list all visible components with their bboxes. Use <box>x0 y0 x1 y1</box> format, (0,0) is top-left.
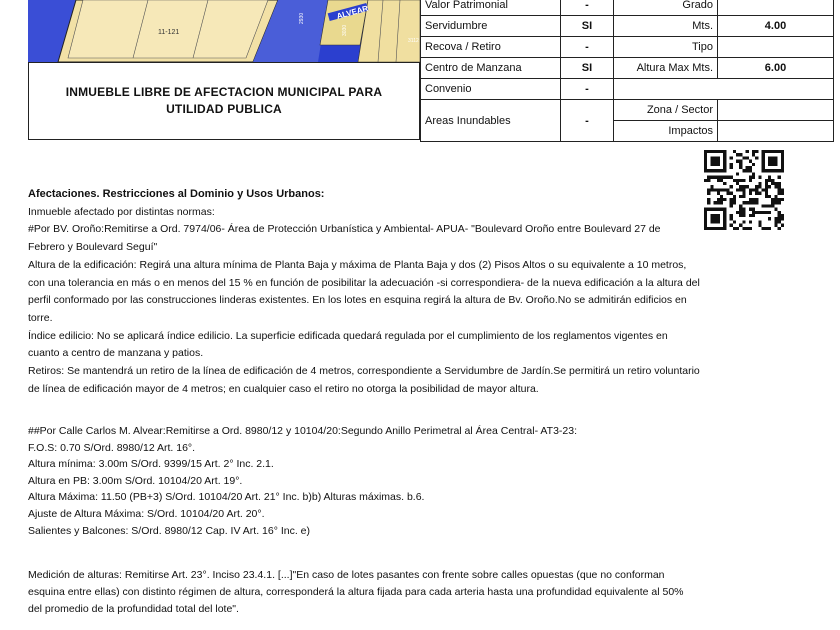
alvear-section <box>28 423 700 539</box>
table-row <box>421 16 834 37</box>
map-number-label: 3112 <box>408 38 419 44</box>
value-tipo <box>718 37 834 58</box>
notice-text: INMUEBLE LIBRE DE AFECTACION MUNICIPAL PARA UTILIDAD PUBLICA <box>65 84 383 116</box>
label-areas-inundables: Areas Inundables <box>421 100 561 142</box>
label-recova: Recova / Retiro <box>421 37 561 58</box>
value-servidumbre: SI <box>561 16 614 37</box>
afectaciones-line: #Por BV. Oroño:Remitirse a Ord. 7974/06- Área de Protección Urbanística y Ambiental- APUA- "Boulevard Oroño entre Boulevard 27 de Febrero y Boulevard Seguí" <box>28 223 661 254</box>
label-tipo: Tipo <box>614 37 718 58</box>
value-impactos <box>718 121 834 142</box>
label-grado: Grado <box>614 0 718 16</box>
street-label: ALVEAR <box>335 3 370 21</box>
alvear-line: Altura Máxima: 11.50 (PB+3) S/Ord. 10104/20 Art. 21° Inc. b)b) Alturas máximas. b.6. <box>28 491 425 504</box>
parcel-map-image <box>28 0 420 62</box>
table-row <box>421 100 834 121</box>
label-servidumbre: Servidumbre <box>421 16 561 37</box>
alvear-line: Altura mínima: 3.00m S/Ord. 9399/15 Art. 2° Inc. 2.1. <box>28 458 274 471</box>
value-centro-manzana: SI <box>561 58 614 79</box>
parcel-map <box>28 0 421 63</box>
notice-box <box>28 62 420 140</box>
alvear-line: Altura en PB: 3.00m S/Ord. 10104/20 Art. 19°. <box>28 474 243 487</box>
value-recova: - <box>561 37 614 58</box>
label-valor-patrimonial: Valor Patrimonial <box>421 0 561 16</box>
label-impactos: Impactos <box>614 121 718 142</box>
afectaciones-title: Afectaciones. Restricciones al Dominio y Usos Urbanos: <box>28 188 325 200</box>
value-convenio: - <box>561 79 614 100</box>
value-altura-max: 6.00 <box>718 58 834 79</box>
value-valor-patrimonial: - <box>561 0 614 16</box>
alvear-line: ##Por Calle Carlos M. Alvear:Remitirse a Ord. 8980/12 y 10104/20:Segundo Anillo Perimetral al Área Central- AT3-23: <box>28 425 577 437</box>
label-convenio: Convenio <box>421 79 561 100</box>
label-mts: Mts. <box>614 16 718 37</box>
afectaciones-line: Índice edilicio: No se aplicará índice edilicio. La superficie edificada quedará regulada por el cumplimiento de los reglamentos vigentes en cuanto a centro de manzana y patios. <box>28 329 668 360</box>
afectaciones-section <box>28 186 700 398</box>
afectaciones-line: Inmueble afectado por distintas normas: <box>28 205 215 218</box>
medicion-section <box>28 567 700 617</box>
alvear-line: Salientes y Balcones: S/Ord. 8980/12 Cap. IV Art. 16° Inc. e) <box>28 524 311 537</box>
value-mts: 4.00 <box>718 16 834 37</box>
label-centro-manzana: Centro de Manzana <box>421 58 561 79</box>
alvear-line: F.O.S: 0.70 S/Ord. 8980/12 Art. 16°. <box>28 441 196 454</box>
value-zona-sector <box>718 100 834 121</box>
afectaciones-line: Retiros: Se mantendrá un retiro de la línea de edificación de 4 metros, correspondiente a Servidumbre de Jardín.Se permitirá un retiro voluntario de línea de edificación mayor de 4 metros; en cualquier caso el retiro no otorga la posibilidad de mayor altura. <box>28 365 700 395</box>
table-row <box>421 37 834 58</box>
label-altura-max: Altura Max Mts. <box>614 58 718 79</box>
qr-code <box>704 150 784 230</box>
value-areas-inundables: - <box>561 100 614 142</box>
map-number-label: 3030 <box>342 24 348 36</box>
lot-label: 11-121 <box>158 29 180 36</box>
afectaciones-line: Altura de la edificación: Regirá una altura mínima de Planta Baja y máxima de Planta Baja y dos (2) Pisos Altos o su equivalente a 10 metros, con una tolerancia en más o en menos del 15 % en función de posibilitar la adecuación -si correspondiera- de la nueva edificación a la altura del perfil conformado por las construcciones linderas existentes. En los lotes en esquina regirá la altura de Bv. Oroño.No se admitirán edificios en torre. <box>28 258 700 324</box>
parcel-attributes-table <box>420 0 834 142</box>
table-row <box>421 58 834 79</box>
alvear-line: Ajuste de Altura Máxima: S/Ord. 10104/20 Art. 20°. <box>28 507 265 520</box>
qr-code-image <box>704 150 784 230</box>
table-row <box>421 79 834 100</box>
label-zona-sector: Zona / Sector <box>614 100 718 121</box>
table-row <box>421 0 834 16</box>
value-convenio-detail <box>614 79 834 100</box>
medicion-line: Medición de alturas: Remitirse Art. 23°. Inciso 23.4.1. [...]"En caso de lotes pasantes con frente sobre calles opuestas (que no conforman esquina entre ellas) con distinto régimen de altura, corresponderá la altura fijada para cada arteria hasta una profundidad equivalente al 50% del promedio de la profundidad total del lote". <box>28 569 684 615</box>
value-grado <box>718 0 834 16</box>
map-number-label: 2930 <box>299 12 305 24</box>
